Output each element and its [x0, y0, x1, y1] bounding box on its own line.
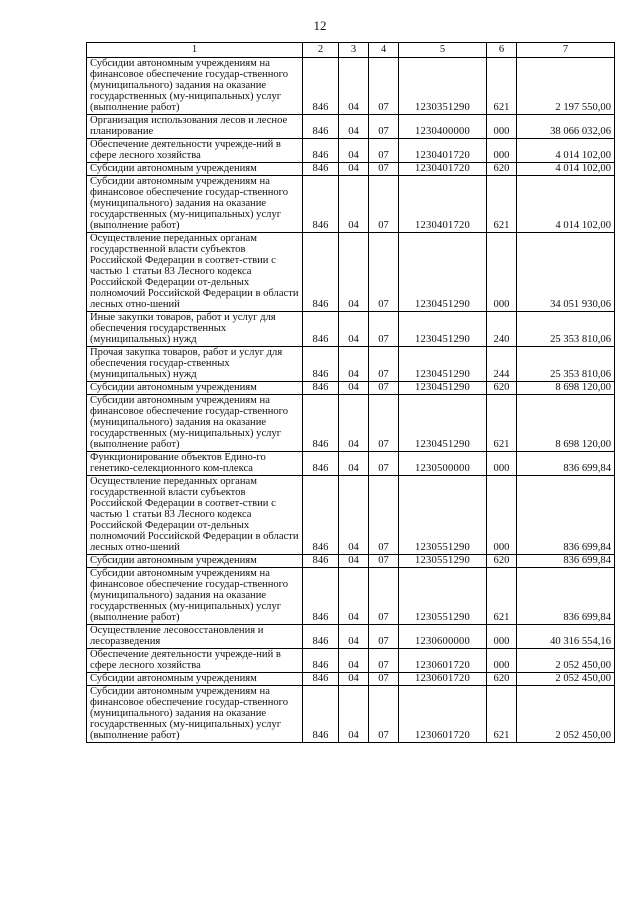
table-row — [87, 139, 615, 163]
cell-expense-type: 620 — [487, 673, 517, 686]
cell-amount: 38 066 032,06 — [517, 115, 615, 139]
cell-subsection: 07 — [369, 163, 399, 176]
cell-department: 846 — [303, 58, 339, 115]
cell-target-article: 1230401720 — [399, 139, 487, 163]
cell-amount: 836 699,84 — [517, 555, 615, 568]
header-cell-subsection: 4 — [369, 43, 399, 58]
cell-section: 04 — [339, 568, 369, 625]
cell-expense-type: 000 — [487, 476, 517, 555]
cell-department: 846 — [303, 312, 339, 347]
cell-name: Иные закупки товаров, работ и услуг для обеспечения государственных (муниципальных) нужд — [87, 312, 303, 347]
cell-expense-type: 621 — [487, 58, 517, 115]
cell-section: 04 — [339, 625, 369, 649]
table-row — [87, 555, 615, 568]
cell-subsection: 07 — [369, 58, 399, 115]
cell-department: 846 — [303, 568, 339, 625]
cell-department: 846 — [303, 625, 339, 649]
header-cell-name: 1 — [87, 43, 303, 58]
cell-section: 04 — [339, 176, 369, 233]
cell-subsection: 07 — [369, 139, 399, 163]
table-row — [87, 115, 615, 139]
cell-amount: 2 197 550,00 — [517, 58, 615, 115]
table-row — [87, 58, 615, 115]
cell-department: 846 — [303, 382, 339, 395]
cell-department: 846 — [303, 233, 339, 312]
cell-amount: 25 353 810,06 — [517, 312, 615, 347]
cell-name: Субсидии автономным учреждениям — [87, 382, 303, 395]
cell-subsection: 07 — [369, 625, 399, 649]
table-row — [87, 395, 615, 452]
cell-section: 04 — [339, 476, 369, 555]
header-cell-target-article: 5 — [399, 43, 487, 58]
table-row — [87, 476, 615, 555]
cell-subsection: 07 — [369, 233, 399, 312]
cell-target-article: 1230551290 — [399, 568, 487, 625]
cell-subsection: 07 — [369, 395, 399, 452]
cell-subsection: 07 — [369, 568, 399, 625]
cell-subsection: 07 — [369, 115, 399, 139]
cell-amount: 836 699,84 — [517, 476, 615, 555]
cell-section: 04 — [339, 686, 369, 743]
cell-target-article: 1230551290 — [399, 476, 487, 555]
cell-expense-type: 240 — [487, 312, 517, 347]
cell-expense-type: 621 — [487, 176, 517, 233]
cell-expense-type: 244 — [487, 347, 517, 382]
cell-subsection: 07 — [369, 476, 399, 555]
cell-section: 04 — [339, 139, 369, 163]
table-row — [87, 347, 615, 382]
cell-target-article: 1230401720 — [399, 176, 487, 233]
cell-name: Осуществление переданных органам государственной власти субъектов Российской Федерации в соответ-ствии с частью 1 статьи 83 Лесного кодекса Российской Федерации от-дельных полномочий Российской Федерации в области лесных отно-шений — [87, 476, 303, 555]
cell-target-article: 1230601720 — [399, 649, 487, 673]
cell-subsection: 07 — [369, 176, 399, 233]
table-body — [87, 43, 615, 743]
cell-target-article: 1230601720 — [399, 673, 487, 686]
cell-expense-type: 000 — [487, 115, 517, 139]
cell-name: Субсидии автономным учреждениям на финансовое обеспечение государ-ственного (муниципального) задания на оказание государственных (му-ниципальных) услуг (выполнение работ) — [87, 568, 303, 625]
cell-name: Субсидии автономным учреждениям на финансовое обеспечение государ-ственного (муниципального) задания на оказание государственных (му-ниципальных) услуг (выполнение работ) — [87, 686, 303, 743]
cell-amount: 2 052 450,00 — [517, 686, 615, 743]
cell-target-article: 1230451290 — [399, 312, 487, 347]
cell-amount: 40 316 554,16 — [517, 625, 615, 649]
header-cell-expense-type: 6 — [487, 43, 517, 58]
cell-amount: 2 052 450,00 — [517, 673, 615, 686]
cell-department: 846 — [303, 686, 339, 743]
cell-target-article: 1230351290 — [399, 58, 487, 115]
cell-target-article: 1230451290 — [399, 233, 487, 312]
table-row — [87, 176, 615, 233]
cell-subsection: 07 — [369, 673, 399, 686]
cell-name: Субсидии автономным учреждениям на финансовое обеспечение государ-ственного (муниципального) задания на оказание государственных (му-ниципальных) услуг (выполнение работ) — [87, 395, 303, 452]
cell-amount: 4 014 102,00 — [517, 163, 615, 176]
cell-amount: 25 353 810,06 — [517, 347, 615, 382]
cell-department: 846 — [303, 476, 339, 555]
cell-subsection: 07 — [369, 347, 399, 382]
table-row — [87, 625, 615, 649]
cell-name: Осуществление переданных органам государственной власти субъектов Российской Федерации в соответ-ствии с частью 1 статьи 83 Лесного кодекса Российской Федерации от-дельных полномочий Российской Федерации в области лесных отно-шений — [87, 233, 303, 312]
cell-expense-type: 620 — [487, 555, 517, 568]
cell-section: 04 — [339, 382, 369, 395]
header-cell-amount: 7 — [517, 43, 615, 58]
cell-subsection: 07 — [369, 555, 399, 568]
cell-section: 04 — [339, 233, 369, 312]
cell-expense-type: 620 — [487, 382, 517, 395]
cell-subsection: 07 — [369, 686, 399, 743]
cell-amount: 34 051 930,06 — [517, 233, 615, 312]
cell-section: 04 — [339, 163, 369, 176]
page-number: 12 — [313, 18, 327, 33]
cell-section: 04 — [339, 347, 369, 382]
cell-target-article: 1230400000 — [399, 115, 487, 139]
cell-amount: 836 699,84 — [517, 568, 615, 625]
cell-name: Обеспечение деятельности учрежде-ний в сфере лесного хозяйства — [87, 649, 303, 673]
cell-amount: 2 052 450,00 — [517, 649, 615, 673]
cell-section: 04 — [339, 115, 369, 139]
cell-section: 04 — [339, 312, 369, 347]
cell-name: Субсидии автономным учреждениям — [87, 555, 303, 568]
cell-department: 846 — [303, 163, 339, 176]
cell-target-article: 1230451290 — [399, 395, 487, 452]
cell-name: Обеспечение деятельности учрежде-ний в сфере лесного хозяйства — [87, 139, 303, 163]
cell-name: Субсидии автономным учреждениям на финансовое обеспечение государ-ственного (муниципального) задания на оказание государственных (му-ниципальных) услуг (выполнение работ) — [87, 176, 303, 233]
cell-expense-type: 620 — [487, 163, 517, 176]
cell-expense-type: 621 — [487, 395, 517, 452]
cell-expense-type: 000 — [487, 139, 517, 163]
cell-name: Субсидии автономным учреждениям — [87, 673, 303, 686]
cell-subsection: 07 — [369, 452, 399, 476]
cell-department: 846 — [303, 115, 339, 139]
cell-department: 846 — [303, 649, 339, 673]
table-row — [87, 312, 615, 347]
cell-target-article: 1230500000 — [399, 452, 487, 476]
cell-department: 846 — [303, 555, 339, 568]
cell-amount: 8 698 120,00 — [517, 395, 615, 452]
cell-target-article: 1230601720 — [399, 686, 487, 743]
cell-department: 846 — [303, 395, 339, 452]
cell-target-article: 1230451290 — [399, 347, 487, 382]
cell-subsection: 07 — [369, 649, 399, 673]
cell-target-article: 1230551290 — [399, 555, 487, 568]
cell-expense-type: 000 — [487, 452, 517, 476]
cell-name: Субсидии автономным учреждениям на финансовое обеспечение государ-ственного (муниципального) задания на оказание государственных (му-ниципальных) услуг (выполнение работ) — [87, 58, 303, 115]
table-row — [87, 673, 615, 686]
cell-amount: 836 699,84 — [517, 452, 615, 476]
cell-section: 04 — [339, 58, 369, 115]
table-row — [87, 452, 615, 476]
cell-section: 04 — [339, 555, 369, 568]
cell-amount: 4 014 102,00 — [517, 139, 615, 163]
cell-name: Субсидии автономным учреждениям — [87, 163, 303, 176]
cell-section: 04 — [339, 395, 369, 452]
cell-department: 846 — [303, 139, 339, 163]
table-row — [87, 382, 615, 395]
cell-section: 04 — [339, 673, 369, 686]
table-row — [87, 163, 615, 176]
cell-department: 846 — [303, 452, 339, 476]
cell-name: Функционирование объектов Едино-го генетико-селекционного ком-плекса — [87, 452, 303, 476]
cell-expense-type: 621 — [487, 686, 517, 743]
header-cell-section: 3 — [339, 43, 369, 58]
cell-target-article: 1230401720 — [399, 163, 487, 176]
cell-department: 846 — [303, 673, 339, 686]
table-row — [87, 568, 615, 625]
budget-table — [86, 42, 615, 743]
cell-name: Осуществление лесовосстановления и лесоразведения — [87, 625, 303, 649]
table-row — [87, 233, 615, 312]
cell-subsection: 07 — [369, 382, 399, 395]
table-row — [87, 649, 615, 673]
cell-subsection: 07 — [369, 312, 399, 347]
cell-department: 846 — [303, 176, 339, 233]
cell-expense-type: 621 — [487, 568, 517, 625]
cell-amount: 4 014 102,00 — [517, 176, 615, 233]
cell-section: 04 — [339, 649, 369, 673]
cell-department: 846 — [303, 347, 339, 382]
header-cell-department: 2 — [303, 43, 339, 58]
cell-expense-type: 000 — [487, 649, 517, 673]
cell-target-article: 1230600000 — [399, 625, 487, 649]
cell-section: 04 — [339, 452, 369, 476]
table-row — [87, 686, 615, 743]
cell-name: Прочая закупка товаров, работ и услуг для обеспечения государ-ственных (муниципальных) нужд — [87, 347, 303, 382]
cell-amount: 8 698 120,00 — [517, 382, 615, 395]
table-header-row — [87, 43, 615, 58]
cell-expense-type: 000 — [487, 625, 517, 649]
cell-target-article: 1230451290 — [399, 382, 487, 395]
cell-name: Организация использования лесов и лесное планирование — [87, 115, 303, 139]
cell-expense-type: 000 — [487, 233, 517, 312]
